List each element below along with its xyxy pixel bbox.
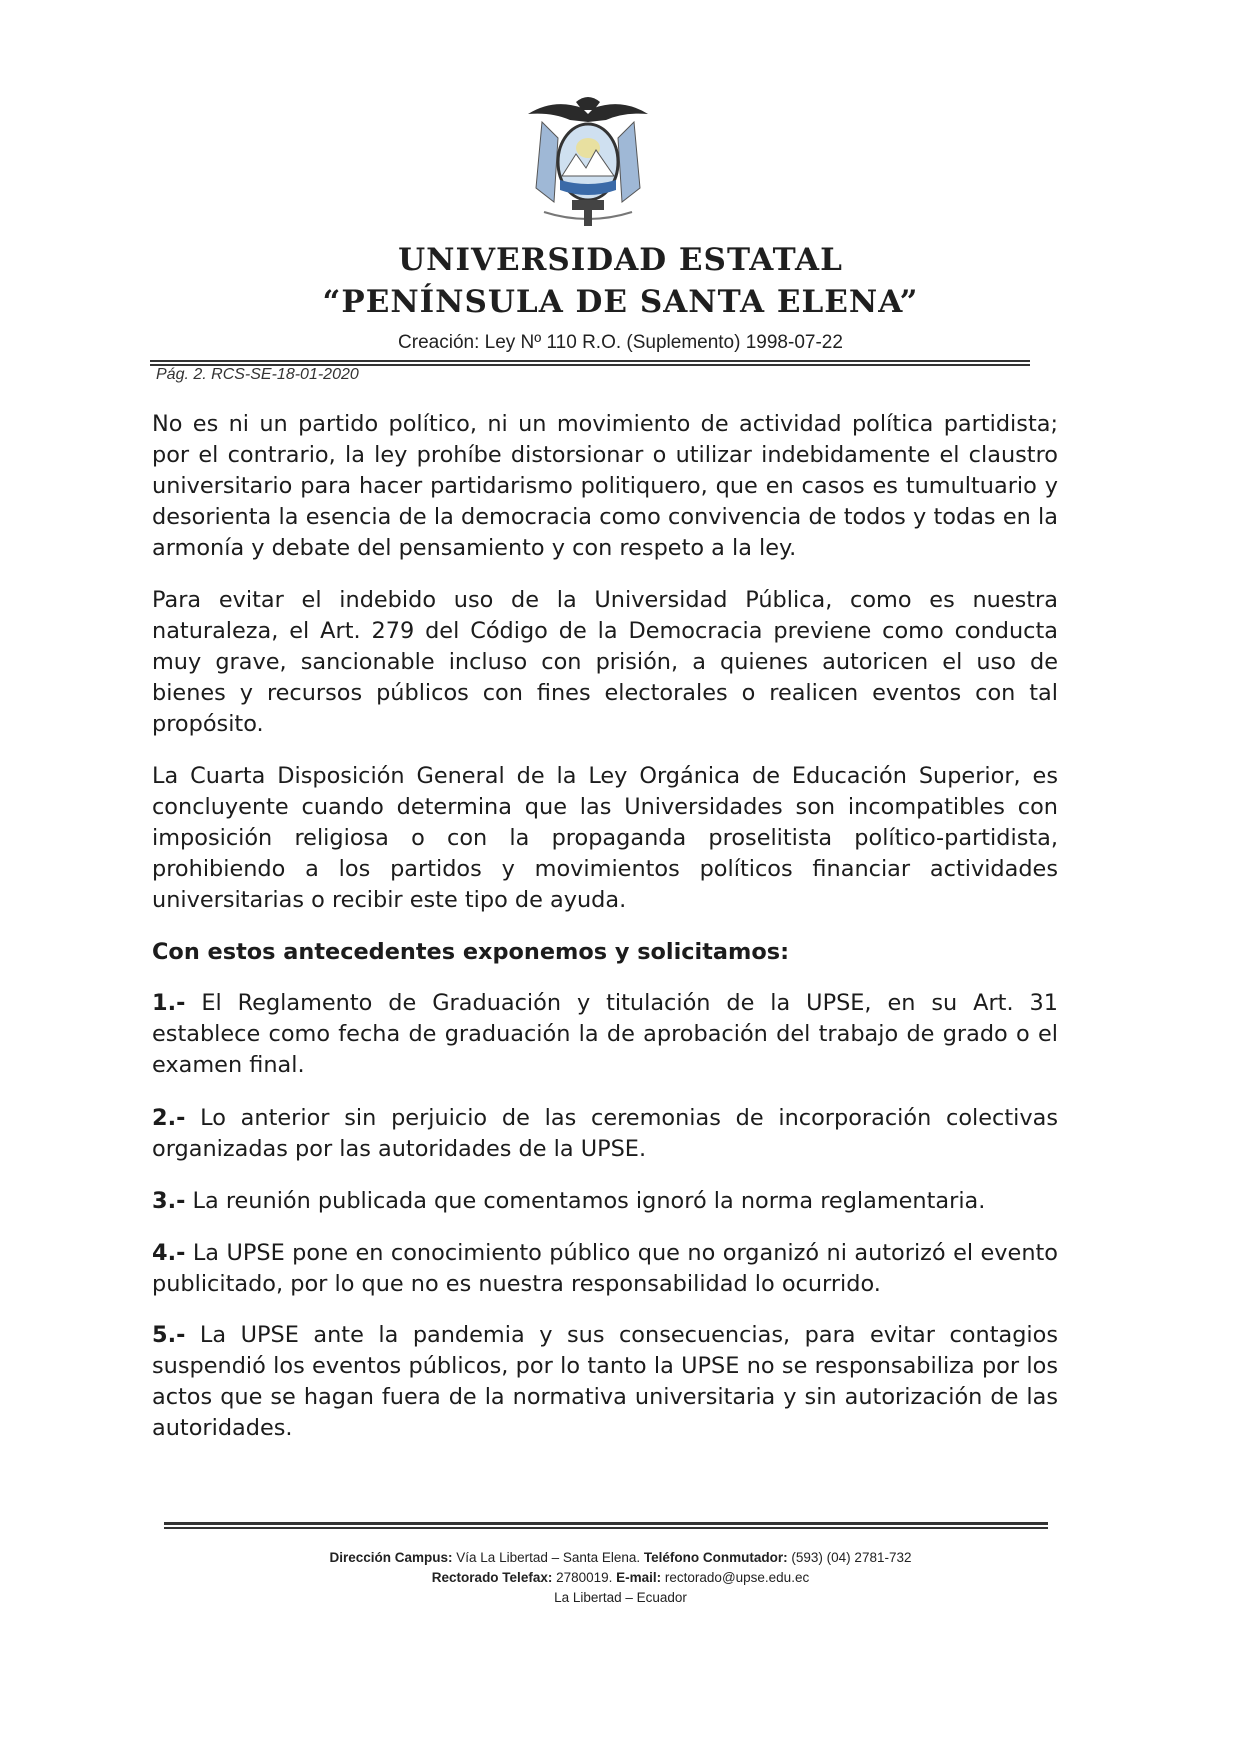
- campus-value: Vía La Libertad – Santa Elena.: [452, 1550, 644, 1565]
- paragraph-political-activity: No es ni un partido político, ni un movimiento de actividad política partidista; por el contrario, la ley prohíbe distorsionar o utilizar indebidamente el claustro universitario para hacer partidarismo politiquero, que en casos es tumultuario y desorienta la esencia de la democracia como convivencia de todos y todas en la armonía y debate del pensamiento y con respeto a la ley.: [152, 411, 1058, 561]
- item-number: 5.-: [152, 1322, 186, 1348]
- footer-address-line: [0, 1550, 1241, 1565]
- list-item-1: [152, 988, 1058, 1081]
- email-value: rectorado@upse.edu.ec: [661, 1570, 810, 1585]
- list-item-2: [152, 1103, 1058, 1165]
- creation-law-note: Creación: Ley Nº 110 R.O. (Suplemento) 1998-07-22: [398, 332, 843, 353]
- item-number: 2.-: [152, 1105, 186, 1131]
- paragraph-public-university: Para evitar el indebido uso de la Universidad Pública, como es nuestra naturaleza, el Art. 279 del Código de la Democracia previene como conducta muy grave, sancionable incluso con prisión, a quienes autoricen el uso de bienes y recursos públicos con fines electorales o realicen eventos con tal propósito.: [152, 587, 1058, 737]
- email-label: E-mail:: [616, 1570, 662, 1585]
- campus-label: Dirección Campus:: [329, 1550, 453, 1565]
- ecuador-coat-of-arms-logo: [524, 92, 652, 232]
- phone-value: (593) (04) 2781-732: [787, 1550, 912, 1565]
- list-item-3: [152, 1186, 1058, 1217]
- list-item-4: [152, 1238, 1058, 1300]
- item-text: El Reglamento de Graduación y titulación de la UPSE, en su Art. 31 establece como fecha de graduación la de aprobación del trabajo de grado o el examen final.: [152, 990, 1058, 1078]
- footer-location: La Libertad – Ecuador: [554, 1590, 687, 1605]
- item-text: La UPSE ante la pandemia y sus consecuencias, para evitar contagios suspendió los eventos públicos, por lo tanto la UPSE no se responsabiliza por los actos que se hagan fuera de la normativa universitaria y sin autorización de las autoridades.: [152, 1322, 1058, 1441]
- university-name-line2: “PENÍNSULA DE SANTA ELENA”: [322, 284, 919, 320]
- item-text: La reunión publicada que comentamos ignoró la norma reglamentaria.: [185, 1188, 986, 1214]
- item-number: 4.-: [152, 1240, 186, 1266]
- page-reference: Pág. 2. RCS-SE-18-01-2020: [156, 366, 359, 383]
- paragraph-fourth-provision: La Cuarta Disposición General de la Ley Orgánica de Educación Superior, es concluyente cuando determina que las Universidades son incompatibles con imposición religiosa o con la propaganda proselitista político-partidista, prohibiendo a los partidos y movimientos políticos financiar actividades universitarias o recibir este tipo de ayuda.: [152, 763, 1058, 913]
- item-number: 1.-: [152, 990, 186, 1016]
- section-heading: Con estos antecedentes exponemos y solicitamos:: [152, 939, 790, 965]
- item-text: La UPSE pone en conocimiento público que no organizó ni autorizó el evento publicitado, por lo que no es nuestra responsabilidad lo ocurrido.: [152, 1240, 1058, 1297]
- fax-value: 2780019.: [552, 1570, 617, 1585]
- item-number: 3.-: [152, 1188, 186, 1214]
- footer-contact-line: [0, 1570, 1241, 1585]
- phone-label: Teléfono Conmutador:: [643, 1550, 788, 1565]
- item-text: Lo anterior sin perjuicio de las ceremonias de incorporación colectivas organizadas por las autoridades de la UPSE.: [152, 1105, 1058, 1162]
- footer-divider: [164, 1522, 1048, 1529]
- fax-label: Rectorado Telefax:: [431, 1570, 553, 1585]
- university-name-line1: UNIVERSIDAD ESTATAL: [398, 242, 843, 278]
- list-item-5: [152, 1320, 1058, 1444]
